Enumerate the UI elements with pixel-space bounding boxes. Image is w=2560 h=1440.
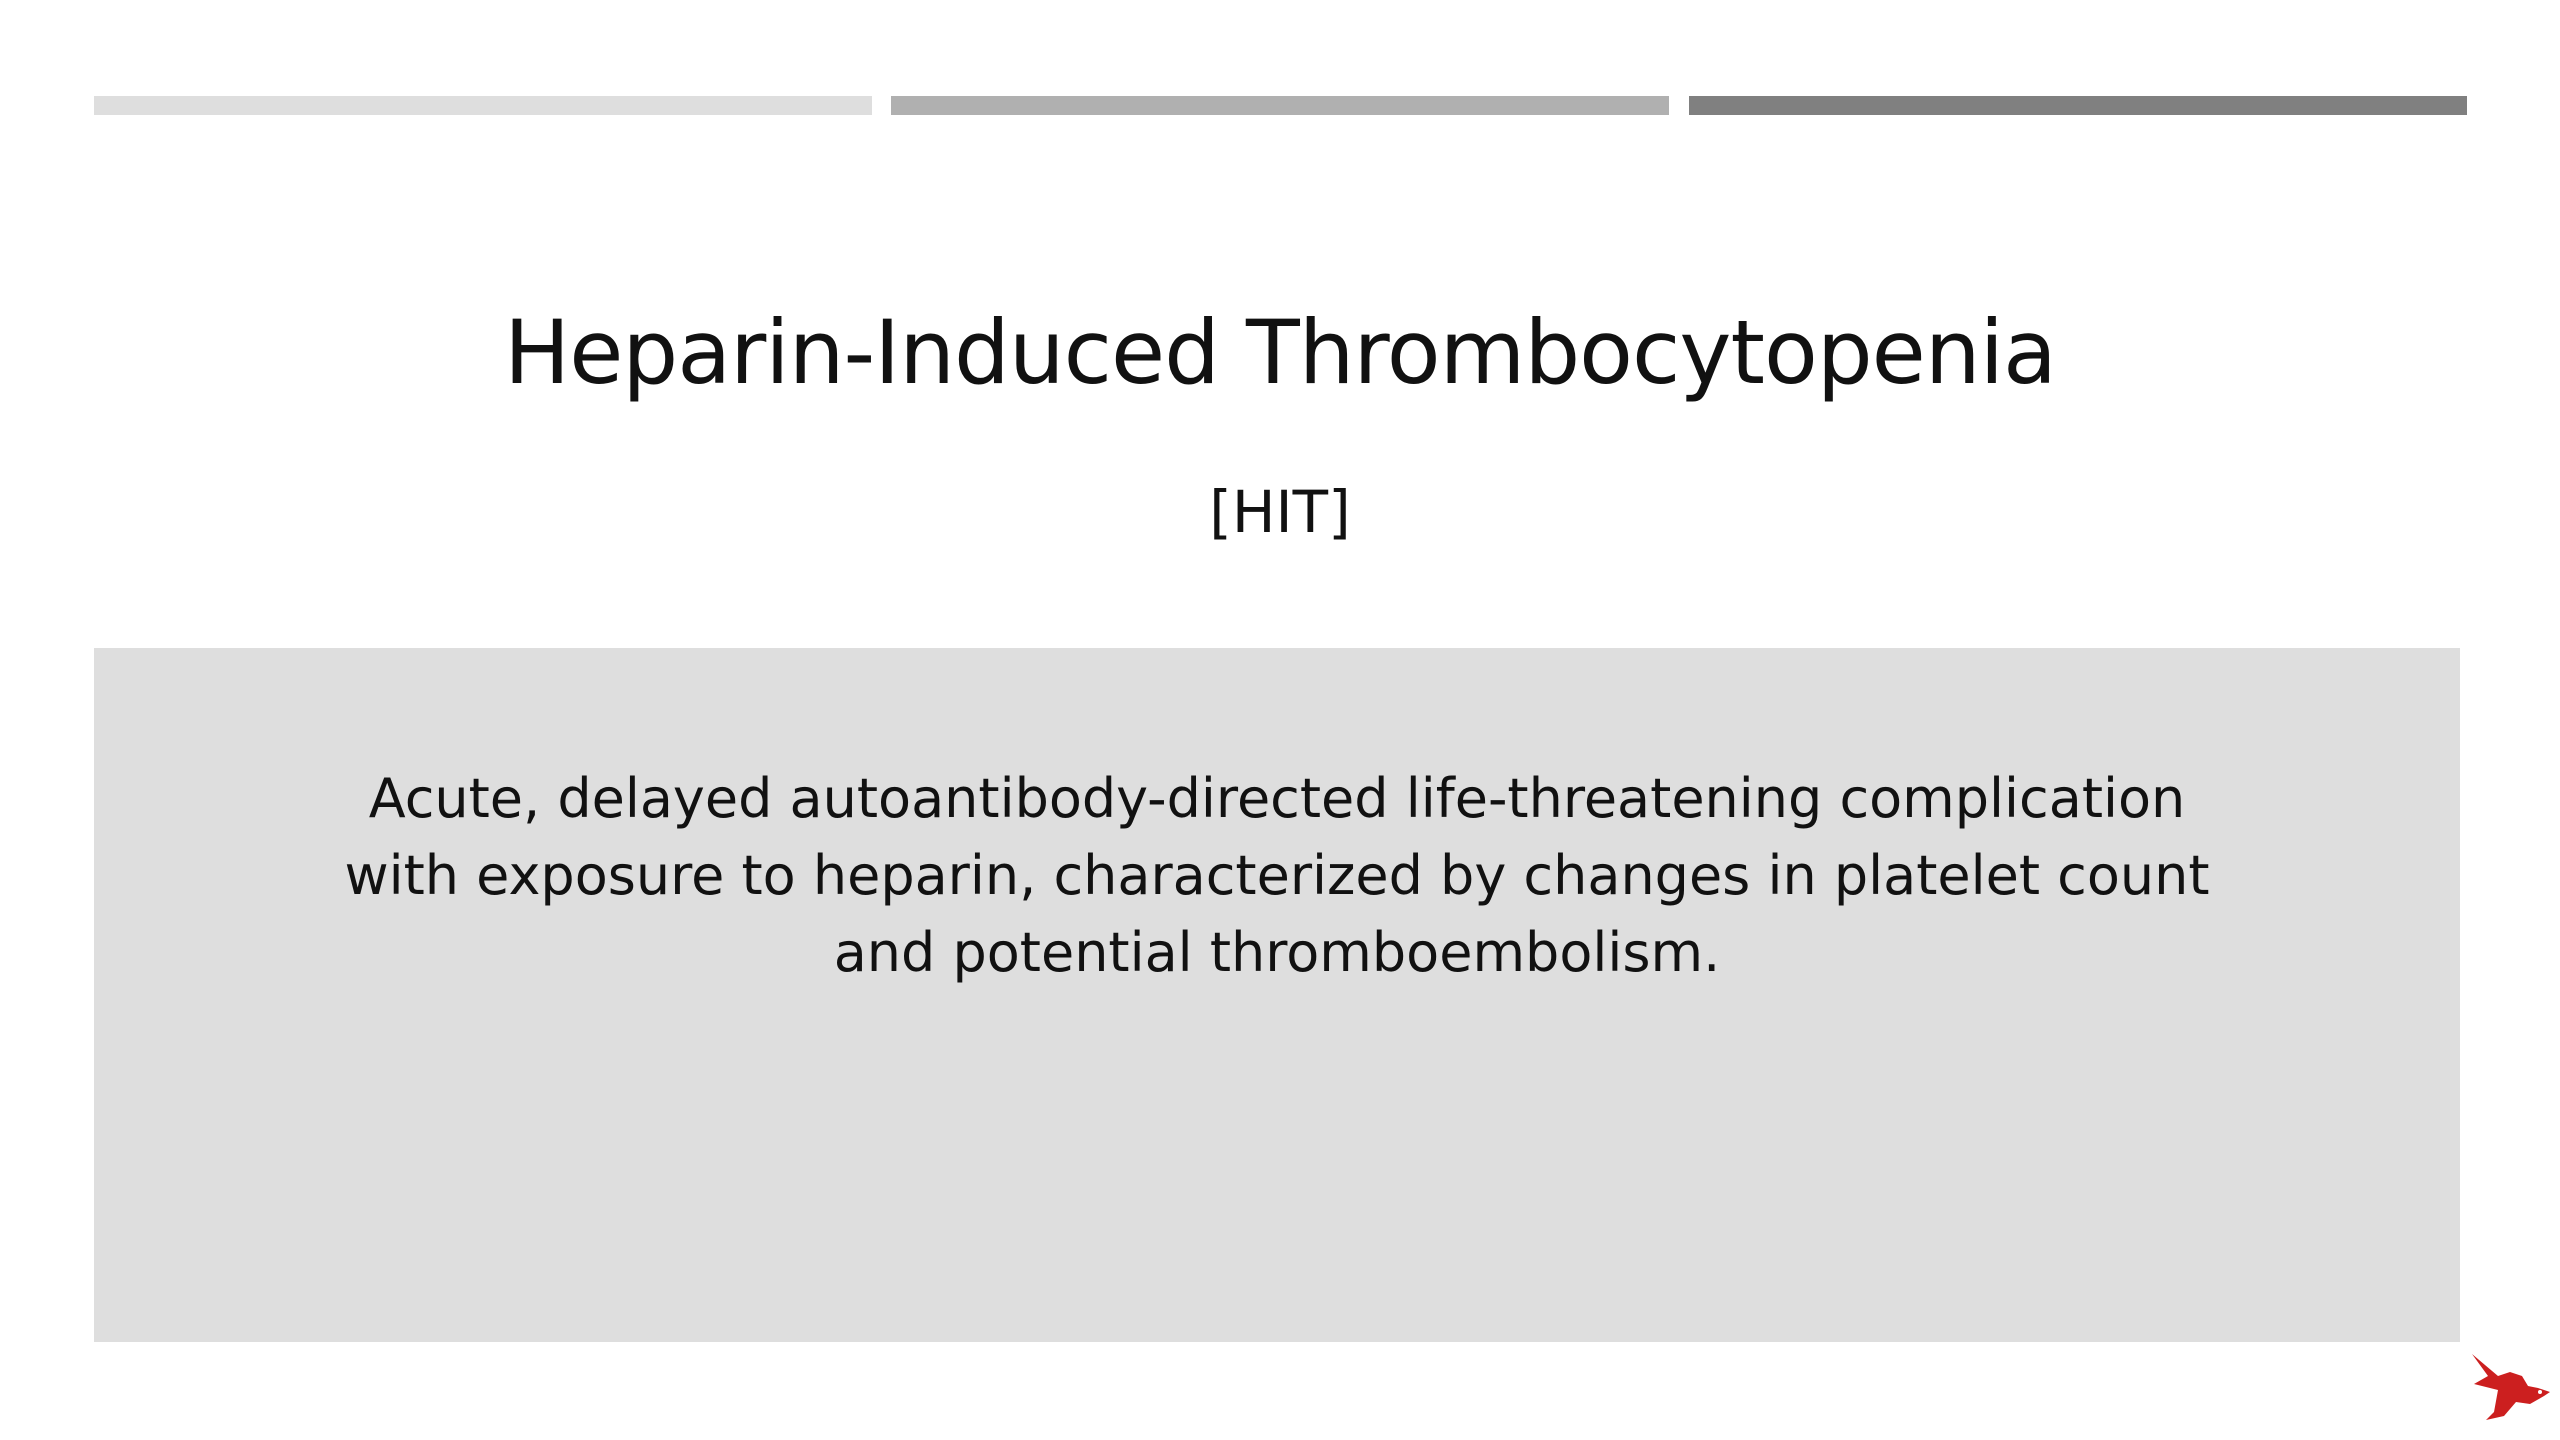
red-creature-icon — [2464, 1346, 2554, 1428]
slide-subtitle: [HIT] — [1209, 478, 1351, 546]
slide-title: Heparin-Induced Thrombocytopenia — [504, 301, 2056, 404]
header-bar-dark — [1689, 96, 2467, 115]
definition-panel — [94, 648, 2460, 1342]
header-bar-light — [94, 96, 872, 115]
header-bar-medium — [891, 96, 1669, 115]
definition-text: Acute, delayed autoantibody-directed life-threatening complication with exposure to heparin, characterized by changes in platelet count and potential thromboembolism. — [344, 767, 2210, 984]
